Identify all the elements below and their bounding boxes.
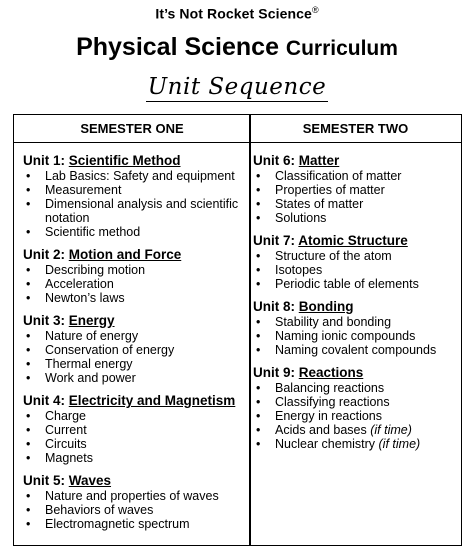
topic-text: Lab Basics: Safety and equipment [45,169,235,183]
list-item [23,503,247,517]
list-item [23,329,247,343]
topic-text: Magnets [45,451,93,465]
topic-text: Naming covalent compounds [275,343,437,357]
list-item [253,183,459,197]
topic-list [23,489,247,531]
unit-name: Reactions [298,365,364,380]
list-item [23,197,247,225]
unit-name: Scientific Method [68,153,181,168]
header-semester-one: SEMESTER ONE [80,121,184,136]
topic-text: Nature of energy [45,329,139,343]
unit-title [253,299,459,315]
unit-block [23,393,247,465]
topic-list [23,329,247,385]
unit-title [253,365,459,381]
unit-block [253,299,459,357]
topic-text: Isotopes [275,263,323,277]
topic-text: Energy in reactions [275,409,383,423]
unit-number: Unit 6: [253,153,299,168]
unit-title [23,393,247,409]
topic-text: States of matter [275,197,364,211]
topic-text: Classification of matter [275,169,402,183]
unit-name: Atomic Structure [298,233,408,248]
title-main: Physical Science [76,33,279,61]
topic-text: Dimensional analysis and scientific notation [45,197,239,225]
topic-text: Naming ionic compounds [275,329,416,343]
unit-title [23,313,247,329]
unit-number: Unit 5: [23,473,69,488]
topic-text: Structure of the atom [275,249,392,263]
topic-note: (if time) [370,423,412,437]
topic-list [23,409,247,465]
semester-one-column [23,153,247,539]
brand-line [0,5,474,22]
list-item [253,343,459,357]
topic-text: Conservation of energy [45,343,175,357]
list-item [23,371,247,385]
topic-list [253,381,459,451]
unit-block [253,233,459,291]
curriculum-table [13,114,462,546]
topic-list [253,169,459,225]
column-divider [249,115,251,545]
topic-text: Nature and properties of waves [45,489,219,503]
list-item [253,437,459,451]
list-item [23,409,247,423]
list-item [23,169,247,183]
list-item [253,211,459,225]
list-item [23,451,247,465]
topic-text: Properties of matter [275,183,385,197]
list-item [253,329,459,343]
brand-name: It’s Not Rocket Science [155,5,312,22]
topic-text: Describing motion [45,263,146,277]
table-header-row [14,115,461,143]
list-item [253,381,459,395]
list-item [253,263,459,277]
topic-text: Current [45,423,87,437]
unit-number: Unit 4: [23,393,69,408]
unit-number: Unit 2: [23,247,69,262]
list-item [23,183,247,197]
topic-text: Behaviors of waves [45,503,154,517]
unit-title [23,247,247,263]
topic-list [253,249,459,291]
unit-sequence-text: Unit Sequence [147,74,327,100]
list-item [23,437,247,451]
unit-name: Bonding [298,299,354,314]
topic-text: Circuits [45,437,87,451]
topic-text: Solutions [275,211,327,225]
topic-text: Nuclear chemistry [275,437,376,451]
topic-text: Electromagnetic spectrum [45,517,190,531]
list-item [23,291,247,305]
list-item [253,409,459,423]
header-semester-two: SEMESTER TWO [302,121,409,136]
list-item [253,169,459,183]
list-item [23,343,247,357]
list-item [253,249,459,263]
unit-title [23,153,247,169]
unit-sequence-heading [0,74,474,100]
unit-number: Unit 8: [253,299,299,314]
unit-name: Motion and Force [68,247,182,262]
unit-name: Matter [298,153,340,168]
topic-text: Thermal energy [45,357,133,371]
topic-text: Stability and bonding [275,315,392,329]
registered-mark: ® [311,5,319,15]
unit-title [253,153,459,169]
page-title [0,33,474,62]
topic-text: Acceleration [45,277,114,291]
unit-number: Unit 9: [253,365,299,380]
unit-block [23,473,247,531]
topic-list [253,315,459,357]
unit-number: Unit 3: [23,313,69,328]
topic-text: Work and power [45,371,136,385]
unit-number: Unit 7: [253,233,299,248]
list-item [23,357,247,371]
list-item [23,263,247,277]
unit-block [23,153,247,239]
topic-list [23,169,247,239]
topic-text: Classifying reactions [275,395,390,409]
unit-block [253,365,459,451]
topic-text: Charge [45,409,86,423]
unit-name: Energy [68,313,115,328]
list-item [253,395,459,409]
list-item [253,197,459,211]
topic-text: Periodic table of elements [275,277,419,291]
unit-name: Waves [68,473,112,488]
unit-title [253,233,459,249]
topic-list [23,263,247,305]
list-item [23,423,247,437]
topic-text: Acids and bases [275,423,367,437]
topic-text: Scientific method [45,225,141,239]
unit-title [23,473,247,489]
title-sub: Curriculum [285,37,398,60]
unit-block [23,247,247,305]
semester-two-column [253,153,459,459]
list-item [23,225,247,239]
list-item [23,517,247,531]
unit-block [23,313,247,385]
unit-number: Unit 1: [23,153,69,168]
topic-text: Measurement [45,183,122,197]
unit-name: Electricity and Magnetism [68,393,236,408]
topic-text: Balancing reactions [275,381,385,395]
list-item [23,277,247,291]
list-item [253,423,459,437]
topic-text: Newton’s laws [45,291,125,305]
list-item [253,315,459,329]
topic-note: (if time) [378,437,421,451]
list-item [23,489,247,503]
unit-block [253,153,459,225]
list-item [253,277,459,291]
